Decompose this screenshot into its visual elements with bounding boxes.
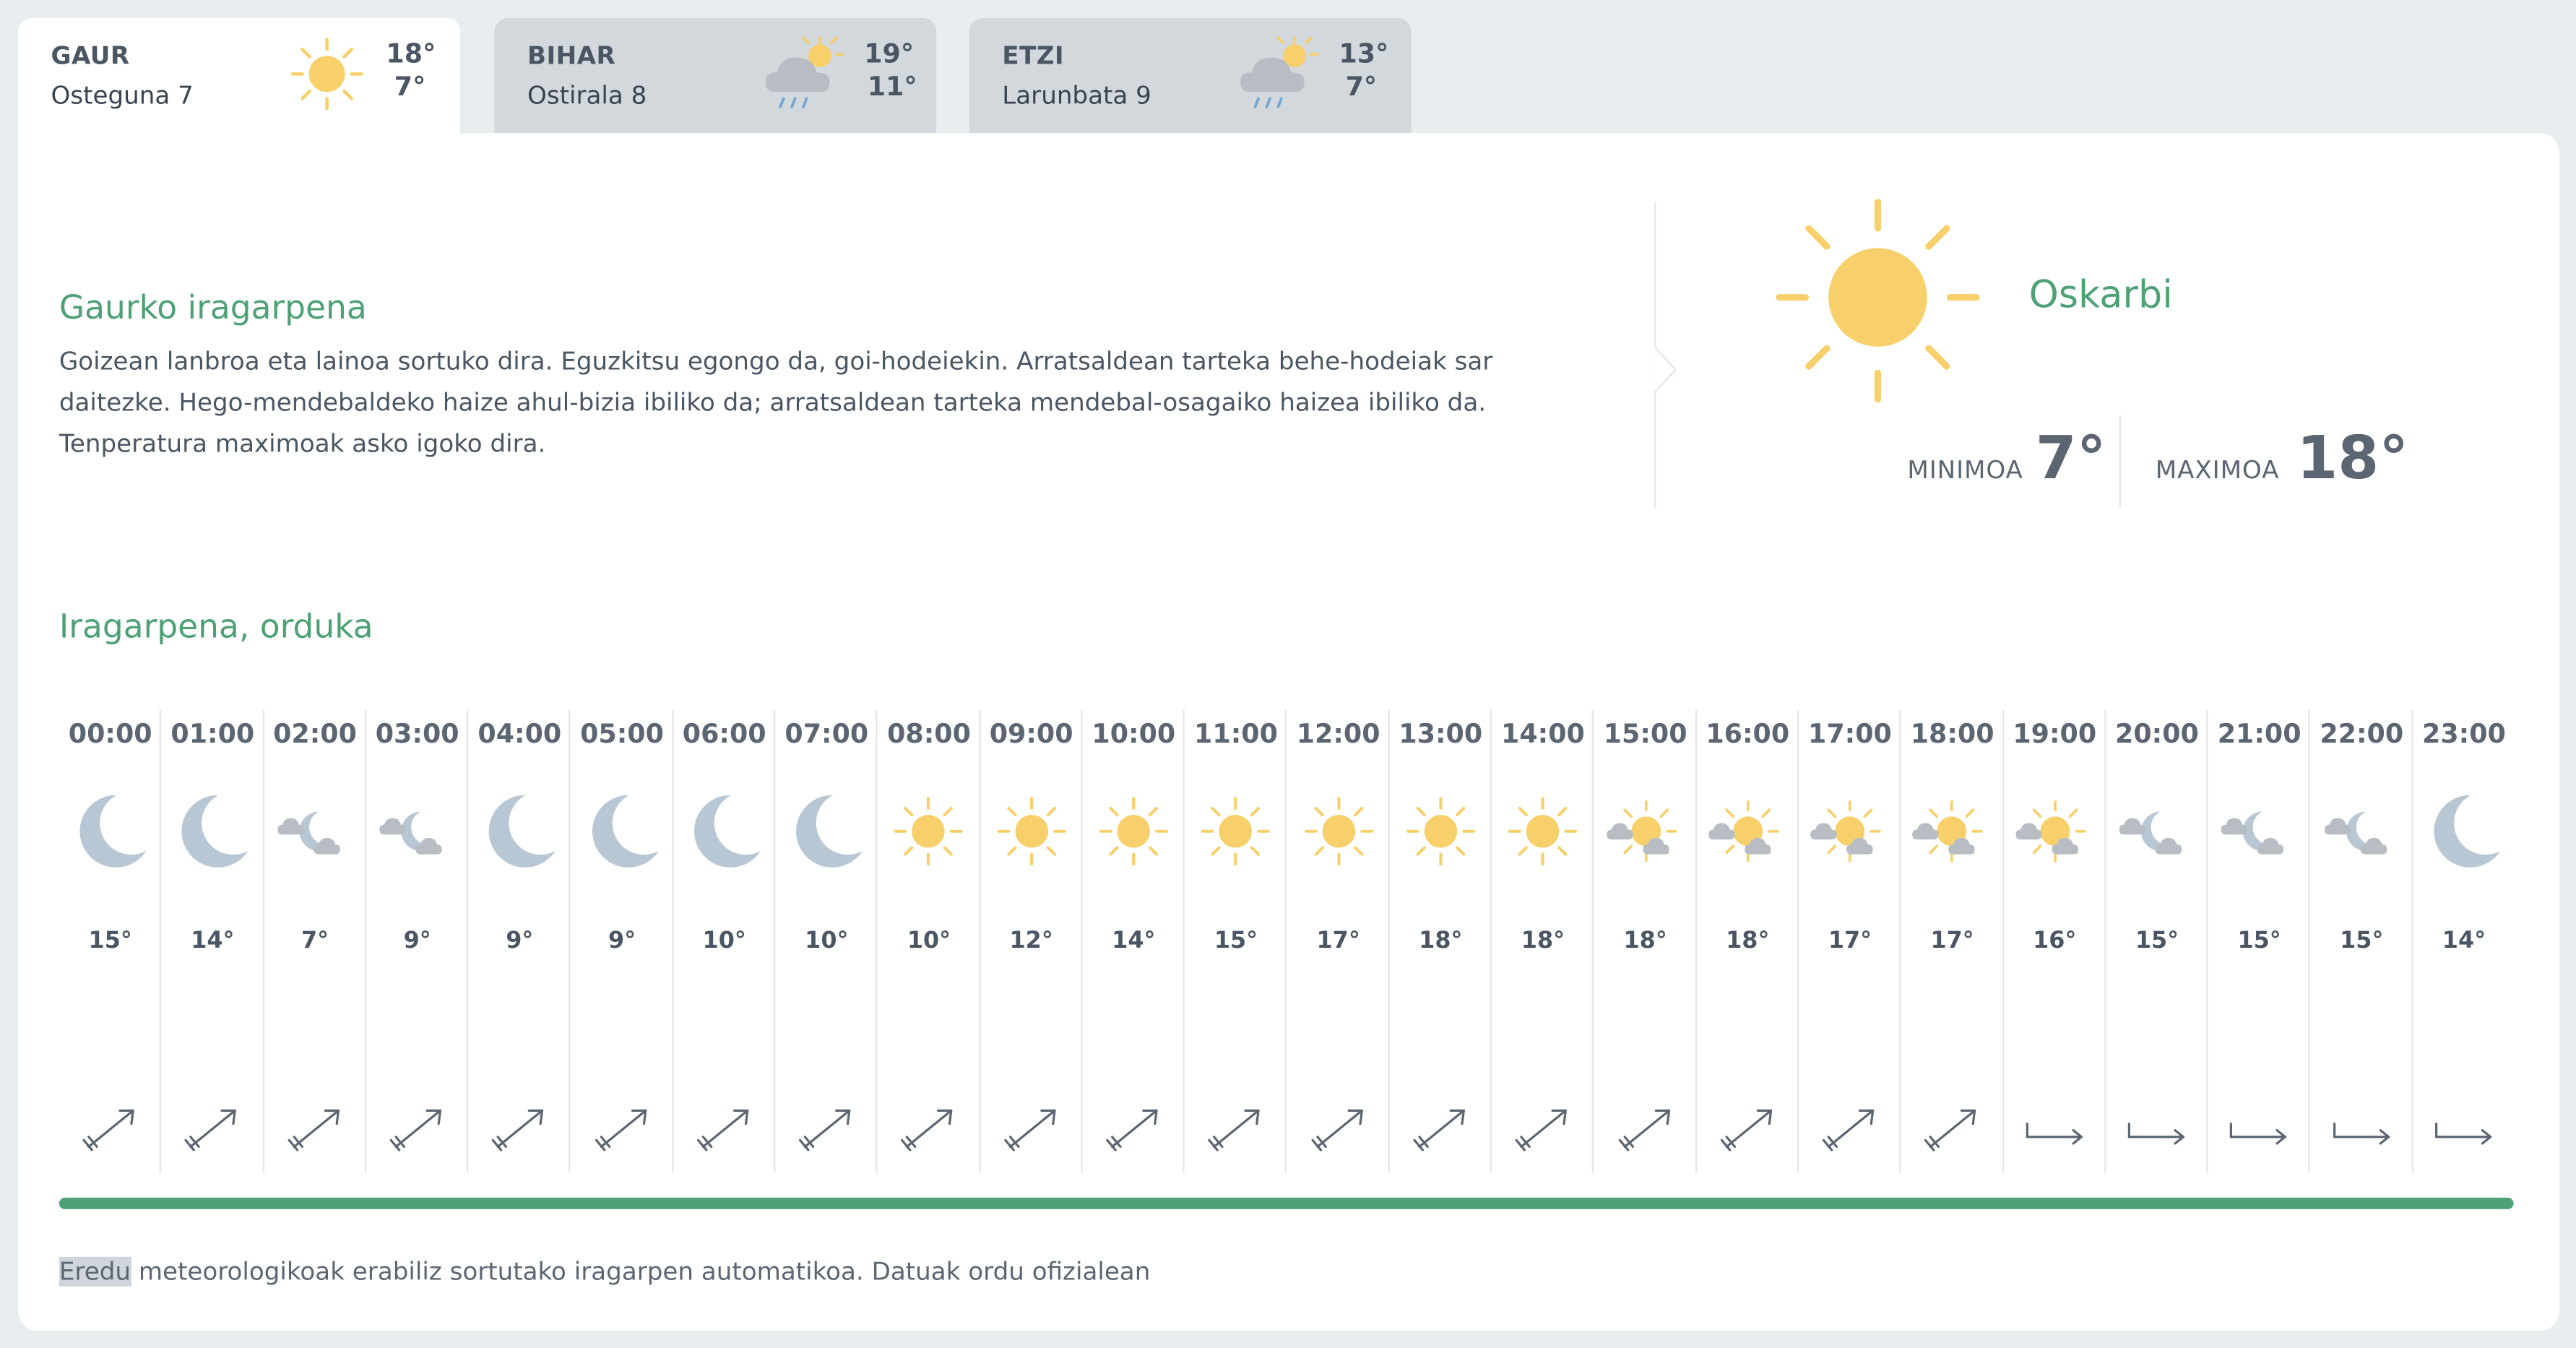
hourly-forecast-title: Iragarpena, orduka: [59, 606, 373, 646]
sun-cloud-icon: [1705, 789, 1790, 874]
tab-day-name: ETZI: [1002, 40, 1065, 71]
hour-temperature: 15°: [2237, 928, 2281, 955]
hour-column: [571, 709, 673, 1172]
wind-arrow-w-icon: [2124, 1104, 2190, 1159]
wind-arrow-sw-icon: [794, 1104, 860, 1159]
hour-column: [162, 709, 264, 1172]
hour-column: [1799, 709, 1901, 1172]
wind-arrow-sw-icon: [1919, 1104, 1985, 1159]
hour-temperature: 18°: [1419, 928, 1463, 955]
moon-cloud-icon: [2114, 789, 2200, 874]
wind-arrow-sw-icon: [77, 1104, 143, 1159]
moon-icon: [68, 789, 153, 874]
sun-icon: [1296, 789, 1381, 874]
tab-day-date: Larunbata 9: [1002, 80, 1151, 111]
hour-column: [2106, 709, 2208, 1172]
tab-min-temp: 11°: [867, 70, 917, 103]
hour-temperature: 15°: [1214, 928, 1258, 955]
moon-icon: [784, 789, 869, 874]
hour-label: 04:00: [477, 717, 562, 750]
sun-cloud-icon: [1807, 789, 1893, 874]
hour-column: [366, 709, 469, 1172]
sun-cloud-icon: [1910, 789, 1995, 874]
hour-column: [2003, 709, 2106, 1172]
hour-column: [2310, 709, 2413, 1172]
hour-label: 09:00: [989, 717, 1073, 750]
tab-day-name: GAUR: [51, 40, 130, 71]
tab-min-temp: 7°: [1345, 70, 1378, 103]
hour-column: [1082, 709, 1185, 1172]
hour-column: [1185, 709, 1287, 1172]
wind-arrow-sw-icon: [589, 1104, 655, 1159]
hour-column: [1287, 709, 1390, 1172]
hour-column: [59, 709, 162, 1172]
hour-label: 02:00: [273, 717, 357, 750]
hour-label: 08:00: [887, 717, 971, 750]
hour-temperature: 9°: [506, 928, 534, 955]
min-temp-block: [1907, 422, 2104, 514]
hour-label: 06:00: [682, 717, 766, 750]
sun-icon: [281, 33, 373, 115]
tab-day-date: Osteguna 7: [51, 80, 194, 111]
hour-temperature: 18°: [1521, 928, 1565, 955]
hour-label: 21:00: [2217, 717, 2301, 750]
hour-column: [775, 709, 878, 1172]
condition-label: Oskarbi: [2028, 274, 2173, 317]
wind-arrow-sw-icon: [1817, 1104, 1883, 1159]
wind-arrow-sw-icon: [487, 1104, 553, 1159]
hour-temperature: 10°: [805, 928, 849, 955]
footnote-highlight: Eredu: [59, 1256, 131, 1287]
sun-icon: [1500, 789, 1586, 874]
hour-label: 16:00: [1706, 717, 1790, 750]
wind-arrow-w-icon: [2329, 1104, 2395, 1159]
hour-label: 11:00: [1194, 717, 1278, 750]
cloud-sun-rain-icon: [1235, 33, 1327, 115]
hour-column: [1901, 709, 2004, 1172]
min-temp-label: MINIMOA: [1907, 454, 2023, 485]
hour-temperature: 17°: [1930, 928, 1974, 955]
hour-temperature: 18°: [1623, 928, 1667, 955]
today-forecast-title: Gaurko iragarpena: [59, 287, 367, 327]
hour-column: [2208, 709, 2311, 1172]
hour-column: [1389, 709, 1492, 1172]
progress-bar: [59, 1198, 2514, 1209]
hour-temperature: 9°: [403, 928, 431, 955]
hour-column: [673, 709, 776, 1172]
sun-icon: [1091, 789, 1176, 874]
tab-today[interactable]: [18, 18, 460, 137]
divider-arrow-icon: [1654, 347, 1677, 393]
divider: [2119, 415, 2121, 507]
wind-arrow-sw-icon: [1305, 1104, 1371, 1159]
hour-temperature: 10°: [907, 928, 951, 955]
wind-arrow-w-icon: [2022, 1104, 2088, 1159]
moon-cloud-icon: [2216, 789, 2301, 874]
hour-temperature: 7°: [301, 928, 329, 955]
hour-temperature: 15°: [2340, 928, 2384, 955]
wind-arrow-w-icon: [2226, 1104, 2292, 1159]
hour-temperature: 15°: [2135, 928, 2179, 955]
hour-label: 07:00: [785, 717, 869, 750]
hour-label: 23:00: [2422, 717, 2506, 750]
hour-column: [1696, 709, 1799, 1172]
hour-temperature: 18°: [1726, 928, 1770, 955]
hour-temperature: 14°: [1112, 928, 1156, 955]
sun-cloud-icon: [2012, 789, 2097, 874]
hour-temperature: 10°: [702, 928, 746, 955]
wind-arrow-sw-icon: [180, 1104, 246, 1159]
moon-icon: [2421, 789, 2507, 874]
hour-label: 14:00: [1501, 717, 1585, 750]
hour-column: [264, 709, 366, 1172]
hour-temperature: 9°: [608, 928, 636, 955]
tab-min-temp: 7°: [394, 70, 426, 103]
today-forecast-text: Goizean lanbroa eta lainoa sortuko dira. Eguzkitsu egongo da, goi-hodeiekin. Arratsaldean tarteka behe-hodeiak sar daitezke. Hego-mendebaldeko haize ahul-bizia ibiliko da; arratsaldean tarteka mendebal-osagaiko haizea ibiliko da. Tenperatura maximoak asko igoko dira.: [59, 346, 1493, 459]
max-temp-value: 18°: [2296, 425, 2409, 493]
hour-column: [1492, 709, 1594, 1172]
tab-tomorrow[interactable]: [495, 18, 937, 133]
moon-icon: [477, 789, 562, 874]
hour-temperature: 17°: [1316, 928, 1360, 955]
hour-label: 15:00: [1603, 717, 1687, 750]
hour-label: 19:00: [2013, 717, 2097, 750]
wind-arrow-sw-icon: [282, 1104, 348, 1159]
tab-day-after[interactable]: [969, 18, 1412, 133]
tab-max-temp: 13°: [1339, 38, 1389, 69]
hour-temperature: 12°: [1009, 928, 1053, 955]
hour-label: 00:00: [68, 717, 152, 750]
hour-label: 17:00: [1808, 717, 1892, 750]
sun-icon: [989, 789, 1074, 874]
hour-label: 13:00: [1399, 717, 1483, 750]
hour-temperature: 16°: [2033, 928, 2077, 955]
tab-max-temp: 18°: [386, 38, 436, 69]
sun-icon: [1193, 789, 1279, 874]
sun-icon: [1398, 789, 1483, 874]
max-temp-block: [2155, 422, 2409, 514]
wind-arrow-sw-icon: [1203, 1104, 1268, 1159]
hour-label: 10:00: [1092, 717, 1176, 750]
sun-cloud-icon: [1603, 789, 1688, 874]
footnote-text: meteorologikoak erabiliz sortutako iragarpen automatikoa. Datuak ordu ofizialean: [130, 1256, 1151, 1287]
wind-arrow-sw-icon: [1715, 1104, 1781, 1159]
forecast-card: [18, 133, 2559, 1331]
tab-day-name: BIHAR: [527, 40, 616, 71]
moon-icon: [170, 789, 255, 874]
moon-cloud-icon: [2319, 789, 2404, 874]
hour-label: 05:00: [580, 717, 664, 750]
hourly-forecast[interactable]: [59, 709, 2515, 1172]
moon-cloud-icon: [375, 789, 460, 874]
sun-icon: [1773, 196, 1983, 406]
cloud-sun-rain-icon: [761, 33, 852, 115]
max-temp-label: MAXIMOA: [2155, 454, 2280, 485]
hour-column: [2413, 709, 2515, 1172]
min-temp-value: 7°: [2035, 425, 2106, 493]
moon-icon: [579, 789, 665, 874]
wind-arrow-sw-icon: [384, 1104, 450, 1159]
hour-column: [878, 709, 980, 1172]
wind-arrow-sw-icon: [1612, 1104, 1678, 1159]
hour-column: [980, 709, 1083, 1172]
moon-cloud-icon: [272, 789, 358, 874]
tab-day-date: Ostirala 8: [527, 80, 647, 111]
wind-arrow-sw-icon: [1408, 1104, 1474, 1159]
hour-temperature: 14°: [191, 928, 235, 955]
moon-icon: [682, 789, 767, 874]
wind-arrow-sw-icon: [998, 1104, 1064, 1159]
hour-label: 01:00: [170, 717, 255, 750]
hour-label: 03:00: [375, 717, 459, 750]
tab-max-temp: 19°: [864, 38, 915, 69]
wind-arrow-sw-icon: [1510, 1104, 1576, 1159]
hour-label: 22:00: [2320, 717, 2404, 750]
hour-label: 18:00: [1910, 717, 1994, 750]
hour-temperature: 15°: [88, 928, 132, 955]
wind-arrow-sw-icon: [691, 1104, 757, 1159]
hour-label: 12:00: [1296, 717, 1380, 750]
wind-arrow-sw-icon: [1101, 1104, 1167, 1159]
sun-icon: [886, 789, 972, 874]
wind-arrow-sw-icon: [896, 1104, 962, 1159]
hour-column: [1594, 709, 1697, 1172]
hour-temperature: 17°: [1828, 928, 1872, 955]
hour-label: 20:00: [2115, 717, 2199, 750]
footnote: [59, 1257, 1150, 1287]
wind-arrow-w-icon: [2431, 1104, 2497, 1159]
hour-column: [469, 709, 571, 1172]
hour-temperature: 14°: [2442, 928, 2486, 955]
